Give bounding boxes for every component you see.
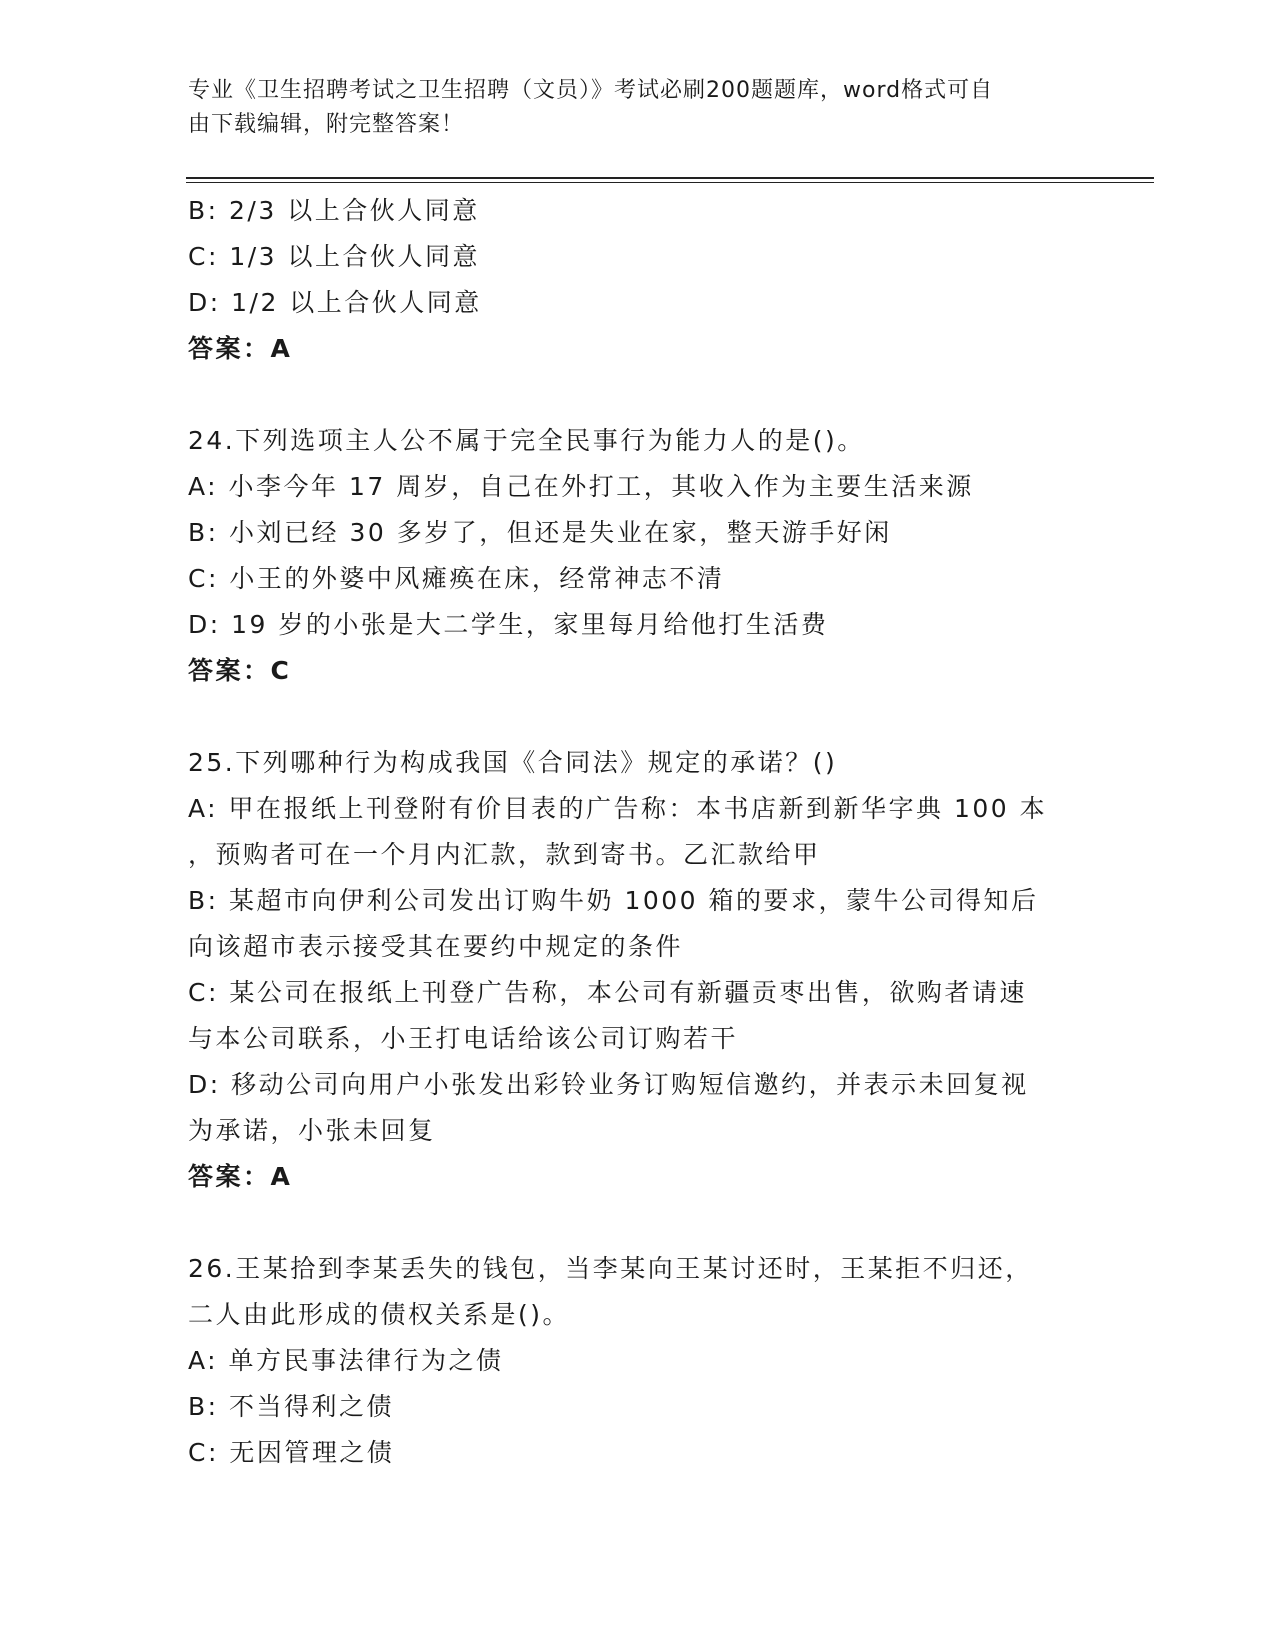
header-line-1: 专业《卫生招聘考试之卫生招聘（文员）》考试必刷200题题库，word格式可自 bbox=[188, 78, 994, 103]
option-c: C: 1/3 以上合伙人同意 bbox=[188, 242, 481, 271]
option-c: C: 小王的外婆中风瘫痪在床，经常神志不清 bbox=[188, 564, 725, 593]
option-c-line-1: C: 某公司在报纸上刊登广告称，本公司有新疆贡枣出售，欲购者请速 bbox=[188, 978, 1027, 1007]
option-b-line-1: B: 某超市向伊利公司发出订购牛奶 1000 箱的要求，蒙牛公司得知后 bbox=[188, 886, 1039, 915]
option-a-line-1: A: 甲在报纸上刊登附有价目表的广告称：本书店新到新华字典 100 本 bbox=[188, 794, 1048, 823]
header-line-2: 由下载编辑，附完整答案！ bbox=[188, 112, 465, 137]
option-d-line-2: 为承诺，小张未回复 bbox=[188, 1116, 436, 1145]
option-b-line-2: 向该超市表示接受其在要约中规定的条件 bbox=[188, 932, 684, 961]
option-b: B: 2/3 以上合伙人同意 bbox=[188, 196, 480, 225]
question-text: 25.下列哪种行为构成我国《合同法》规定的承诺？() bbox=[188, 748, 838, 777]
question-26 bbox=[188, 1246, 1088, 1476]
question-text-line-1: 26.王某拾到李某丢失的钱包，当李某向王某讨还时，王某拒不归还， bbox=[188, 1254, 1033, 1283]
option-d: D: 19 岁的小张是大二学生，家里每月给他打生活费 bbox=[188, 610, 829, 639]
header-rule-thin bbox=[186, 182, 1154, 183]
question-25 bbox=[188, 740, 1088, 1200]
answer: 答案：A bbox=[188, 334, 293, 363]
answer: 答案：C bbox=[188, 656, 292, 685]
option-d: D: 1/2 以上合伙人同意 bbox=[188, 288, 482, 317]
question-text-line-2: 二人由此形成的债权关系是()。 bbox=[188, 1300, 571, 1329]
option-a: A: 小李今年 17 周岁，自己在外打工，其收入作为主要生活来源 bbox=[188, 472, 974, 501]
option-c: C: 无因管理之债 bbox=[188, 1438, 395, 1467]
document-header bbox=[188, 74, 1068, 142]
question-text: 24.下列选项主人公不属于完全民事行为能力人的是()。 bbox=[188, 426, 865, 455]
header-rule-thick bbox=[186, 177, 1154, 179]
question-23-tail bbox=[188, 188, 1088, 372]
option-b: B: 小刘已经 30 多岁了，但还是失业在家，整天游手好闲 bbox=[188, 518, 892, 547]
option-b: B: 不当得利之债 bbox=[188, 1392, 395, 1421]
question-list bbox=[188, 188, 1088, 1476]
answer: 答案：A bbox=[188, 1162, 293, 1191]
question-24 bbox=[188, 418, 1088, 694]
option-d-line-1: D: 移动公司向用户小张发出彩铃业务订购短信邀约，并表示未回复视 bbox=[188, 1070, 1029, 1099]
option-a: A: 单方民事法律行为之债 bbox=[188, 1346, 504, 1375]
option-a-line-2: ，预购者可在一个月内汇款，款到寄书。乙汇款给甲 bbox=[188, 840, 821, 869]
option-c-line-2: 与本公司联系，小王打电话给该公司订购若干 bbox=[188, 1024, 739, 1053]
